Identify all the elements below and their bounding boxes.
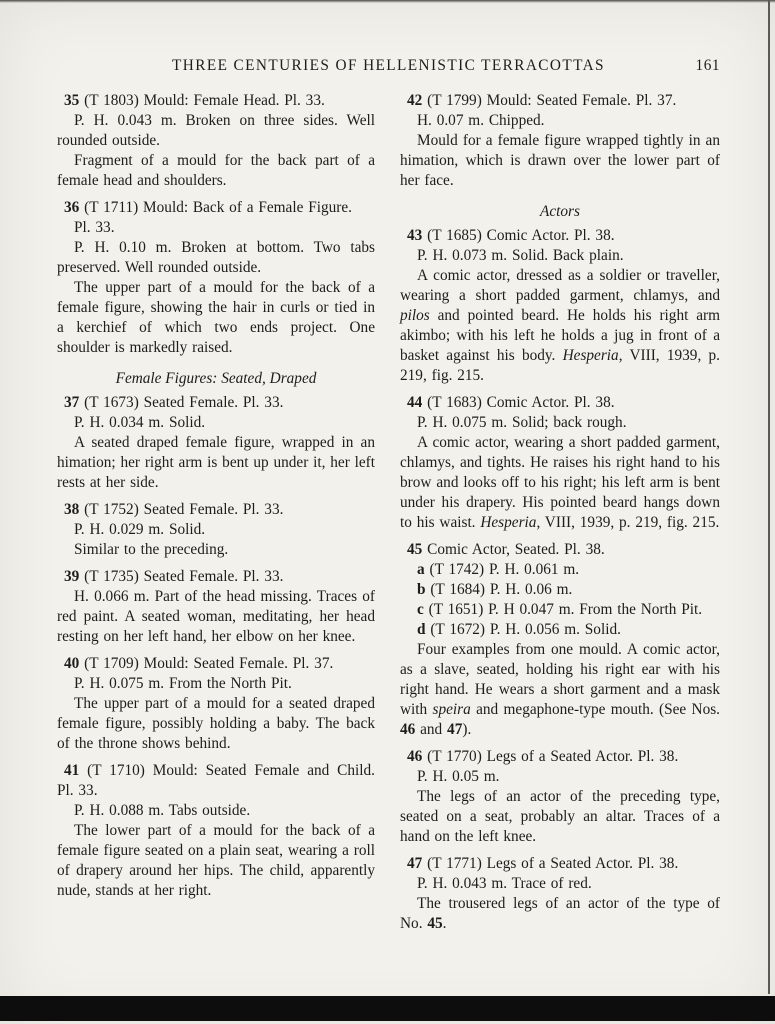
entry-paragraph [400,787,720,847]
catalog-entry-45 [400,540,720,740]
entry-paragraph [400,433,720,533]
text-run: Comic Actor, Seated. Pl. 38. [422,541,605,558]
bold-text: 45 [427,915,443,932]
entry-paragraph [57,821,375,901]
scan-edge-right [768,0,770,994]
column-right [400,91,720,941]
text-run: (T 1672) P. H. 0.056 m. Solid. [425,621,621,638]
text-run: P. H. 0.043 m. Broken on three sides. Well rounded outside. [57,112,375,149]
text-run: A comic actor, dressed as a soldier or traveller, wearing a short padded garment, chlamys, and [400,267,720,304]
bold-text: 40 [64,655,80,672]
text-run: , VIII, 1939, p. 219, fig. 215. [536,514,720,531]
entry-paragraph [57,674,375,694]
catalog-entry-36 [57,198,375,358]
text-run: ). [462,721,472,738]
entry-paragraph [400,580,720,600]
bold-text: 41 [64,762,80,779]
entry-paragraph [57,540,375,560]
entry-paragraph [57,587,375,647]
entry-paragraph [400,767,720,787]
text-run: The upper part of a mould for a seated draped female figure, possibly holding a baby. The back of the throne shows behind. [57,695,375,752]
text-run: (T 1710) Mould: Seated Female and Child. Pl. 33. [57,762,375,799]
text-run: The trousered legs of an actor of the type of No. [400,895,720,932]
bold-text: 46 [407,748,423,765]
catalog-entry-41 [57,761,375,901]
entry-heading [400,226,720,246]
bold-text: b [417,581,426,598]
entry-heading [400,91,720,111]
entry-heading [57,198,375,218]
bold-text: 37 [64,394,80,411]
catalog-entry-47 [400,854,720,934]
text-run: (T 1803) Mould: Female Head. Pl. 33. [79,92,325,109]
text-run: (T 1684) P. H. 0.06 m. [425,581,573,598]
text-run: The upper part of a mould for the back of a female figure, showing the hair in curls or tied in a kerchief of which two ends project. One shoulder is markedly raised. [57,279,375,356]
text-run: Pl. 33. [74,219,115,236]
text-run: (T 1770) Legs of a Seated Actor. Pl. 38. [422,748,679,765]
entry-paragraph [57,151,375,191]
entry-heading [400,854,720,874]
bold-text: 39 [64,568,80,585]
entry-heading [400,540,720,560]
bold-text: c [417,601,424,618]
entry-paragraph [57,413,375,433]
text-run: (T 1735) Seated Female. Pl. 33. [79,568,284,585]
bold-text: 44 [407,394,423,411]
entry-heading [57,393,375,413]
text-run: and [415,721,448,738]
catalog-entry-46 [400,747,720,847]
entry-paragraph [57,433,375,493]
text-run: Fragment of a mould for the back part of a female head and shoulders. [57,152,375,189]
text-run: (T 1685) Comic Actor. Pl. 38. [422,227,615,244]
entry-paragraph [400,874,720,894]
bold-text: 42 [407,92,423,109]
text-run: The legs of an actor of the preceding type, seated on a seat, probably an altar. Traces of a hand on the left knee. [400,788,720,845]
text-run: . [442,915,447,932]
scan-edge-bottom [0,996,775,1021]
entry-paragraph [400,246,720,266]
bold-text: 45 [407,541,423,558]
bold-text: 47 [447,721,463,738]
catalog-entry-44 [400,393,720,533]
entry-paragraph [400,600,720,620]
text-run: A seated draped female figure, wrapped in an himation; her right arm is bent up under it, her left rests at her side. [57,434,375,491]
catalog-entry-35 [57,91,375,191]
text-run: (T 1683) Comic Actor. Pl. 38. [422,394,615,411]
catalog-entry-40 [57,654,375,754]
text-run: H. 0.07 m. Chipped. [417,112,545,129]
italic-text: Hesperia [562,347,619,364]
entry-heading [400,747,720,767]
entry-paragraph [57,801,375,821]
running-title: THREE CENTURIES OF HELLENISTIC TERRACOTTAS [172,57,605,74]
catalog-entry-37 [57,393,375,493]
bold-text: 35 [64,92,80,109]
catalog-entry-42 [400,91,720,191]
page-header [57,57,720,75]
text-run: (T 1799) Mould: Seated Female. Pl. 37. [422,92,677,109]
bold-text: 43 [407,227,423,244]
text-run: P. H. 0.043 m. Trace of red. [417,875,592,892]
scan-edge-top [0,0,775,3]
text-run: (T 1752) Seated Female. Pl. 33. [79,501,284,518]
text-run: P. H. 0.075 m. From the North Pit. [74,675,292,692]
text-run: Mould for a female figure wrapped tightly in an himation, which is drawn over the lower part of her face. [400,132,720,189]
entry-heading [57,500,375,520]
text-run: Four examples from one mould. A comic actor, as a slave, seated, holding his right ear with his right hand. He wears a short garment and a mask with [400,641,720,718]
entry-heading [400,393,720,413]
text-run: The lower part of a mould for the back of a female figure seated on a plain seat, wearing a roll of drapery around her hips. The child, apparently nude, stands at her right. [57,822,375,899]
bold-text: 46 [400,721,416,738]
bold-text: d [417,621,426,638]
entry-paragraph [57,520,375,540]
text-run: (T 1711) Mould: Back of a Female Figure. [79,199,352,216]
section-heading: Female Figures: Seated, Draped [115,370,317,387]
entry-heading [57,567,375,587]
entry-paragraph [57,694,375,754]
entry-paragraph [400,560,720,580]
bold-text: a [417,561,425,578]
text-run: P. H. 0.029 m. Solid. [74,521,206,538]
text-run: (T 1742) P. H. 0.061 m. [424,561,580,578]
entry-paragraph [57,218,375,238]
text-run: (T 1709) Mould: Seated Female. Pl. 37. [79,655,334,672]
text-run: and pointed beard. He holds his right arm akimbo; with his left he holds a jug in front of a basket against his body. [400,307,720,364]
text-columns [57,91,720,941]
catalog-entry-38 [57,500,375,560]
entry-heading [57,91,375,111]
text-run: and megaphone-type mouth. (See Nos. [470,701,720,718]
text-run: , VIII, 1939, p. 219, fig. 215. [400,347,720,384]
bold-text: 38 [64,501,80,518]
catalog-entry-43 [400,226,720,386]
entry-paragraph [400,131,720,191]
text-run: (T 1651) P. H 0.047 m. From the North Pit. [423,601,703,618]
entry-heading [57,761,375,801]
italic-text: Hesperia [480,514,537,531]
italic-text: pilos [400,307,430,324]
text-run: P. H. 0.10 m. Broken at bottom. Two tabs preserved. Well rounded outside. [57,239,375,276]
section-heading: Actors [540,203,580,220]
entry-paragraph [57,111,375,151]
text-run: (T 1673) Seated Female. Pl. 33. [79,394,284,411]
text-run: P. H. 0.05 m. [417,768,500,785]
entry-paragraph [400,266,720,386]
entry-paragraph [400,620,720,640]
text-run: P. H. 0.034 m. Solid. [74,414,206,431]
text-run: Similar to the preceding. [74,541,229,558]
bold-text: 36 [64,199,80,216]
entry-paragraph [400,894,720,934]
column-left [57,91,375,941]
entry-heading [57,654,375,674]
entry-paragraph [57,278,375,358]
entry-paragraph [400,640,720,740]
text-run: H. 0.066 m. Part of the head missing. Traces of red paint. A seated woman, meditating, her head resting on her left hand, her elbow on her knee. [57,588,375,645]
text-run: P. H. 0.075 m. Solid; back rough. [417,414,627,431]
entry-paragraph [400,111,720,131]
italic-text: speira [432,701,471,718]
bold-text: 47 [407,855,423,872]
entry-paragraph [57,238,375,278]
text-run: (T 1771) Legs of a Seated Actor. Pl. 38. [422,855,679,872]
catalog-entry-39 [57,567,375,647]
text-run: P. H. 0.088 m. Tabs outside. [74,802,251,819]
text-run: P. H. 0.073 m. Solid. Back plain. [417,247,624,264]
entry-paragraph [400,413,720,433]
text-run: A comic actor, wearing a short padded garment, chlamys, and tights. He raises his right hand to his brow and looks off to his right; his left arm is bent under his drapery. His pointed beard hangs down to his waist. [400,434,720,531]
page-number: 161 [695,57,720,74]
